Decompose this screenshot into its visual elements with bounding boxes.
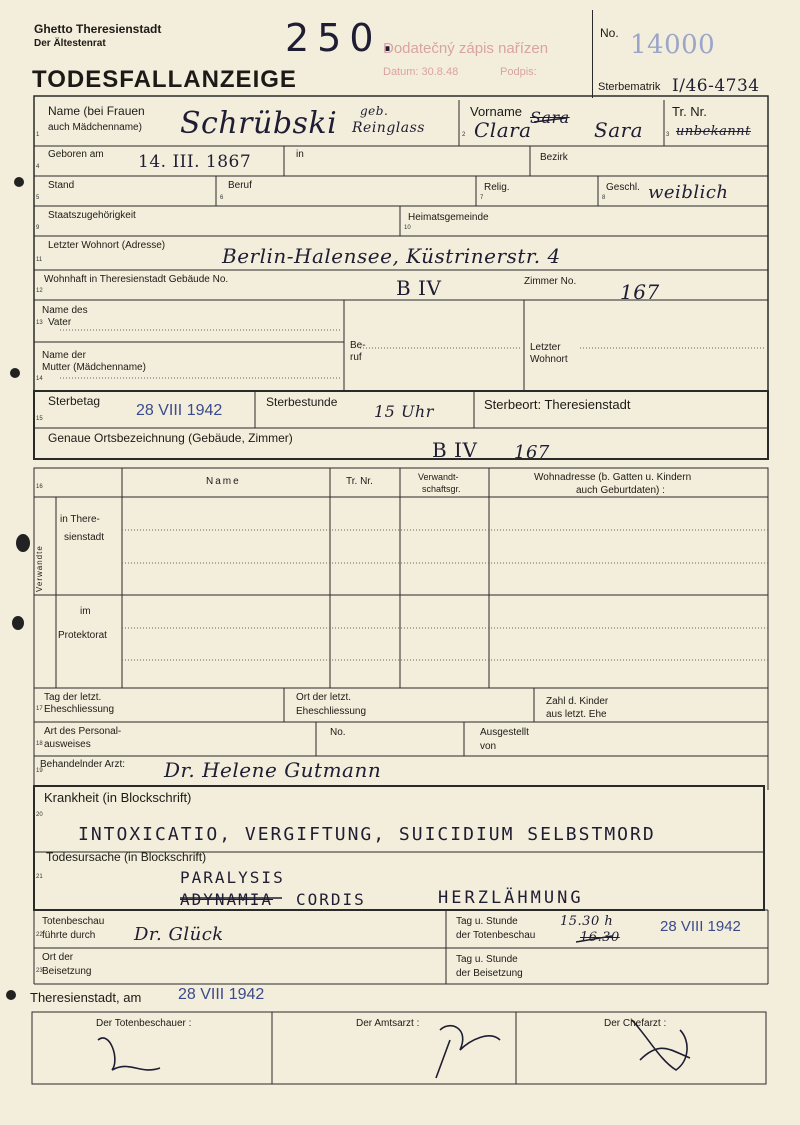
im-label: im — [80, 606, 91, 617]
tag-beschau-label: Tag u. Stunde — [456, 916, 518, 927]
todesursache-value2-struck: ADYNAMIA — [180, 890, 274, 909]
ausweis-no-label: No. — [330, 727, 346, 738]
ehe-tag-label2: Eheschliessung — [44, 704, 115, 715]
field-number: 9 — [36, 225, 40, 231]
place-date-value: 28 VIII 1942 — [178, 986, 265, 1003]
field-number: 19 — [36, 768, 43, 774]
sterbestunde-value: 15 Uhr — [374, 402, 434, 421]
ortsbez-value1: B IV — [432, 438, 478, 462]
zimmer-label: Zimmer No. — [524, 276, 577, 287]
field-number: 7 — [480, 195, 484, 201]
vorname-struck: Sara — [530, 108, 570, 127]
field-number: 11 — [36, 257, 43, 263]
in-there-label2: sienstadt — [64, 532, 105, 543]
sig2-label: Der Amtsarzt : — [356, 1018, 420, 1029]
tag-beisetzung-label: Tag u. Stunde — [456, 954, 518, 965]
field-number: 23 — [36, 968, 43, 974]
ehe-ort-label: Ort der letzt. — [296, 692, 352, 703]
sterbestunde-label: Sterbestunde — [266, 395, 338, 409]
no-label: No. — [600, 26, 619, 40]
ortsbez-label: Genaue Ortsbezeichnung (Gebäude, Zimmer) — [48, 431, 293, 445]
relig-label: Relig. — [484, 182, 510, 193]
place-date-label: Theresienstadt, am — [30, 990, 142, 1005]
wohnort-value: Berlin-Halensee, Küstrinerstr. 4 — [222, 244, 561, 268]
beschau-label2: führte durch — [42, 930, 96, 941]
trnr-label: Tr. Nr. — [672, 104, 707, 119]
beruf-label: Beruf — [228, 180, 252, 191]
wohnort-label: Letzter Wohnort (Adresse) — [48, 240, 166, 251]
tag-beschau-time: 15.30 h — [560, 914, 614, 929]
field-number: 6 — [220, 195, 224, 201]
bezirk-label: Bezirk — [540, 152, 568, 163]
field-number: 17 — [36, 706, 43, 712]
in-there-label: in There- — [60, 514, 100, 525]
ortsbez-value2: 167 — [514, 442, 550, 463]
sterbematrik-label: Sterbematrik — [598, 81, 661, 93]
field-number: 13 — [36, 320, 43, 326]
arzt-label: Behandelnder Arzt: — [40, 759, 126, 770]
gebaeude-value: B IV — [396, 276, 442, 300]
name-maiden: Reinglass — [352, 120, 425, 136]
org-subtitle: Der Ältestenrat — [34, 38, 106, 49]
field-number: 21 — [36, 874, 43, 880]
tag-beschau-date: 28 VIII 1942 — [660, 918, 741, 935]
field-number: 1 — [36, 132, 40, 138]
beruf2-label2: ruf — [350, 352, 362, 363]
tag-beschau-label2: der Totenbeschau — [456, 930, 536, 941]
geschl-value: weiblich — [648, 182, 729, 203]
tag-beschau-struck: 16.30 — [580, 930, 620, 945]
sterbeort-label: Sterbeort: Theresienstadt — [484, 397, 631, 412]
geboren-label: Geboren am — [48, 149, 104, 160]
field-number: 8 — [602, 195, 606, 201]
ort-beisetzung-label2: Beisetzung — [42, 966, 92, 977]
field-number: 15 — [36, 416, 43, 422]
todesursache-value3: HERZLÄHMUNG — [438, 888, 584, 908]
field-number: 4 — [36, 164, 40, 170]
kinder-label: Zahl d. Kinder — [546, 696, 609, 707]
todesursache-label: Todesursache (in Blockschrift) — [46, 850, 207, 864]
col-verwandt: Verwandt- — [418, 472, 459, 482]
geschl-label: Geschl. — [606, 182, 640, 193]
gebaeude-label: Wohnhaft in Theresienstadt Gebäude No. — [44, 274, 229, 285]
kinder-label2: aus letzt. Ehe — [546, 709, 607, 720]
sig1-label: Der Totenbeschauer : — [96, 1018, 192, 1029]
name-label: Name (bei Frauen — [48, 104, 145, 118]
verwandte-side-label: Verwandte — [35, 545, 44, 592]
tag-beisetzung-label2: der Beisetzung — [456, 968, 523, 979]
org-name: Ghetto Theresienstadt — [34, 22, 162, 36]
heimat-label: Heimatsgemeinde — [408, 212, 489, 223]
red-stamp-datum: Datum: 30.8.48 — [383, 66, 459, 78]
sterbetag-value: 28 VIII 1942 — [136, 402, 223, 419]
page-title: TODESFALLANZEIGE — [32, 66, 297, 93]
vorname-value2: Sara — [594, 118, 644, 142]
mutter-label2: Mutter (Mädchenname) — [42, 362, 146, 373]
stand-label: Stand — [48, 180, 75, 191]
beschau-value: Dr. Glück — [134, 924, 224, 945]
letzter-label: Letzter — [530, 342, 561, 353]
ort-beisetzung-label: Ort der — [42, 952, 74, 963]
ehe-tag-label: Tag der letzt. — [44, 692, 102, 703]
red-stamp-podpis: Podpis: — [500, 66, 537, 78]
field-number: 22 — [36, 932, 43, 938]
zimmer-value: 167 — [620, 280, 660, 304]
trnr-value: unbekannt — [676, 124, 751, 139]
krankheit-label: Krankheit (in Blockschrift) — [44, 790, 192, 805]
field-number: 14 — [36, 376, 43, 382]
letzter-label2: Wohnort — [530, 354, 568, 365]
sterbetag-label: Sterbetag — [48, 394, 101, 408]
arzt-value: Dr. Helene Gutmann — [164, 758, 382, 782]
col-wohn2: auch Geburtdaten) : — [576, 485, 665, 496]
field-number: 2 — [462, 132, 466, 138]
sig3-label: Der Chefarzt : — [604, 1018, 667, 1029]
staat-label: Staatszugehörigkeit — [48, 210, 136, 221]
name-geb: geb. — [360, 104, 389, 118]
ausgestellt-label2: von — [480, 741, 497, 752]
mutter-label: Name der — [42, 350, 86, 361]
stamp-number: 250. — [285, 16, 402, 60]
col-name: Name — [206, 476, 241, 487]
col-verwandt2: schaftsgr. — [422, 484, 461, 494]
red-stamp-text: Dodatečný zápis nařízen — [383, 40, 549, 57]
field-number: 20 — [36, 812, 43, 818]
col-trnr: Tr. Nr. — [346, 476, 373, 487]
field-number: 10 — [404, 225, 411, 231]
no-value: 14000 — [630, 30, 716, 60]
ausweis-label: Art des Personal- — [44, 726, 122, 737]
name-label2: auch Mädchenname) — [48, 122, 142, 133]
name-value: Schrübski — [180, 106, 338, 141]
ehe-ort-label2: Eheschliessung — [296, 706, 367, 717]
todesursache-value2: CORDIS — [296, 890, 366, 909]
ausweis-label2: ausweises — [44, 739, 91, 750]
col-wohn: Wohnadresse (b. Gatten u. Kindern — [534, 472, 692, 483]
field-number: 12 — [36, 288, 43, 294]
vater-label: Name des — [42, 305, 88, 316]
geboren-value: 14. III. 1867 — [138, 152, 252, 172]
ausgestellt-label: Ausgestellt — [480, 727, 529, 738]
protektorat-label: Protektorat — [58, 630, 107, 641]
field-number: 16 — [36, 484, 43, 490]
field-number: 5 — [36, 195, 40, 201]
sterbematrik-value: I/46-4734 — [672, 76, 760, 96]
vorname-value: Clara — [474, 118, 532, 142]
in-label: in — [296, 149, 304, 160]
vorname-label: Vorname — [470, 104, 523, 119]
beschau-label: Totenbeschau — [42, 916, 105, 927]
krankheit-value: INTOXICATIO, VERGIFTUNG, SUICIDIUM SELBSTMORD — [78, 824, 656, 845]
beruf2-label: Be- — [350, 340, 366, 351]
vater-label2: Vater — [48, 317, 72, 328]
field-number: 3 — [666, 132, 670, 138]
field-number: 18 — [36, 741, 43, 747]
todesursache-value1: PARALYSIS — [180, 868, 285, 887]
